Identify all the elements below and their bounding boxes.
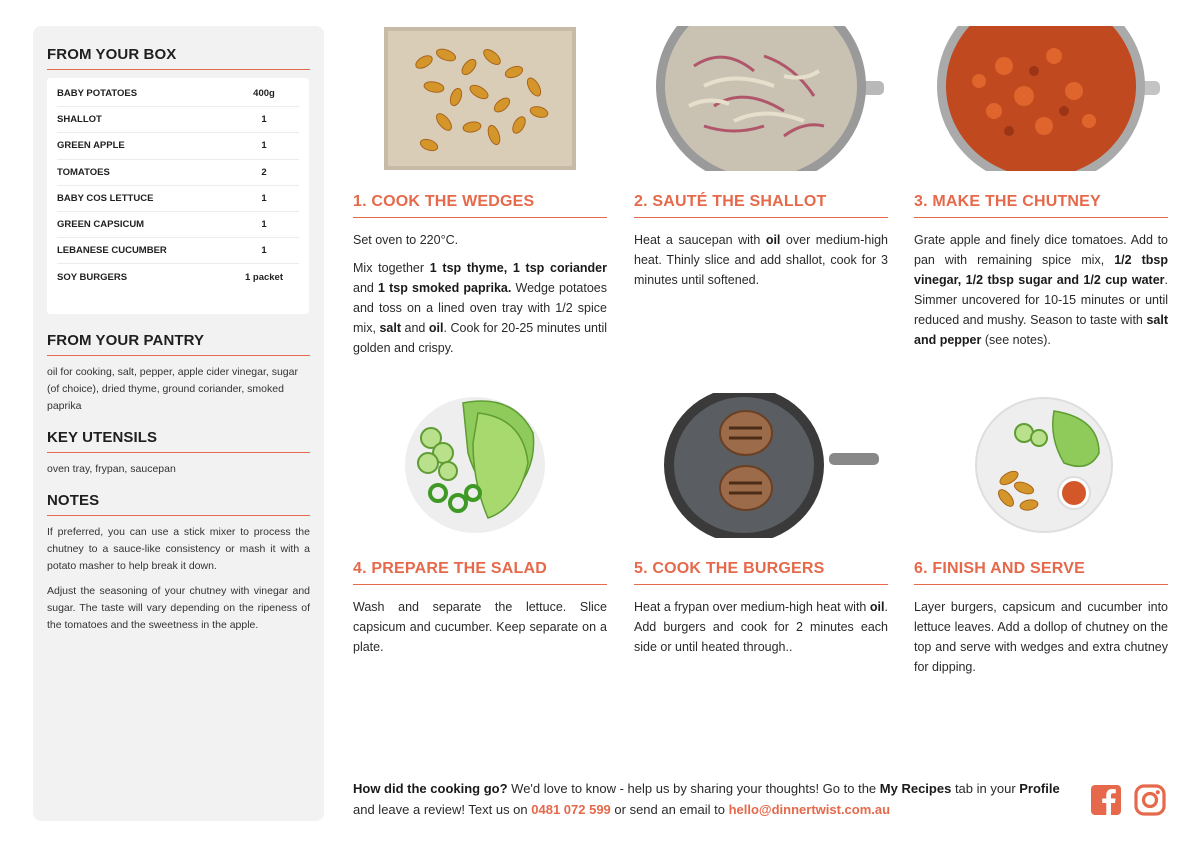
ingredient-name: LEBANESE CUCUMBER xyxy=(57,245,167,257)
notes-body xyxy=(47,524,310,634)
table-row xyxy=(57,81,299,107)
salad-plate-image xyxy=(353,393,607,538)
my-recipes-link[interactable]: My Recipes xyxy=(879,781,952,796)
step-text: Heat a saucepan with oil over medium-high heat. Thinly slice and add shallot, cook for 3 minutes until softened. xyxy=(634,233,888,287)
ingredient-qty: 1 xyxy=(261,192,267,204)
ingredient-qty: 400g xyxy=(253,88,275,100)
note-paragraph: If preferred, you can use a stick mixer to process the chutney to a sauce-like consistency or mash it with a potato masher to help break it down. xyxy=(47,526,310,572)
ingredient-name: GREEN APPLE xyxy=(57,140,125,152)
step-2-body xyxy=(634,230,888,290)
step-4-body xyxy=(353,597,607,657)
ingredient-name: SHALLOT xyxy=(57,114,102,126)
step-3 xyxy=(914,26,1168,358)
utensils-heading: KEY UTENSILS xyxy=(47,429,310,453)
step-text: Set oven to 220°C. xyxy=(353,233,459,247)
notes-heading: NOTES xyxy=(47,492,310,516)
chutney-saucepan-image xyxy=(914,26,1168,171)
table-row xyxy=(57,186,299,212)
ingredient-name: GREEN CAPSICUM xyxy=(57,219,145,231)
step-6-body xyxy=(914,597,1168,677)
step-1-body xyxy=(353,230,607,358)
phone-link[interactable]: 0481 072 599 xyxy=(531,802,611,817)
wedges-tray-image xyxy=(353,26,607,171)
step-3-title: 3. MAKE THE CHUTNEY xyxy=(914,193,1168,218)
table-row xyxy=(57,212,299,238)
profile-link[interactable]: Profile xyxy=(1019,781,1060,796)
ingredients-sidebar xyxy=(33,26,324,821)
ingredient-qty: 1 xyxy=(261,245,267,257)
step-text: Layer burgers, capsicum and cucumber into lettuce leaves. Add a dollop of chutney on the top and serve with wedges and extra chutney for dipping. xyxy=(914,600,1168,674)
step-5-title: 5. COOK THE BURGERS xyxy=(634,560,888,585)
ingredient-qty: 1 xyxy=(261,114,267,126)
facebook-icon[interactable] xyxy=(1090,784,1122,816)
finished-plate-image xyxy=(914,393,1168,538)
table-row xyxy=(57,160,299,186)
ingredient-name: SOY BURGERS xyxy=(57,271,128,283)
table-row xyxy=(57,107,299,133)
email-link[interactable]: hello@dinnertwist.com.au xyxy=(728,802,891,817)
ingredient-qty: 1 packet xyxy=(244,271,284,283)
utensils-text: oven tray, frypan, saucepan xyxy=(47,463,176,475)
step-text: Grate apple and finely dice tomatoes. Add to pan with remaining spice mix, 1/2 tbsp vinegar, 1/2 tbsp sugar and 1/2 cup water. Simmer uncovered for 10-15 minutes or until reduced and mushy. Season to taste with salt and pepper (see notes). xyxy=(914,233,1168,347)
ingredient-qty: 1 xyxy=(261,140,267,152)
table-row xyxy=(57,264,299,290)
step-3-body xyxy=(914,230,1168,350)
ingredient-name: BABY POTATOES xyxy=(57,88,138,100)
from-box-heading: FROM YOUR BOX xyxy=(47,46,310,70)
ingredient-name: TOMATOES xyxy=(57,166,110,178)
instagram-icon[interactable] xyxy=(1134,784,1166,816)
pantry-heading: FROM YOUR PANTRY xyxy=(47,332,310,356)
step-text: Heat a frypan over medium-high heat with oil. Add burgers and cook for 2 minutes each side or until heated through.. xyxy=(634,600,888,654)
step-4-title: 4. PREPARE THE SALAD xyxy=(353,560,607,585)
step-6-title: 6. FINISH AND SERVE xyxy=(914,560,1168,585)
ingredient-qty: 2 xyxy=(261,166,267,178)
step-text: Mix together 1 tsp thyme, 1 tsp coriander and 1 tsp smoked paprika. Wedge potatoes and toss on a lined oven tray with 1/2 spice mix, salt and oil. Cook for 20-25 minutes until golden and crispy. xyxy=(353,261,607,355)
shallot-saucepan-image xyxy=(634,26,888,171)
step-1 xyxy=(353,26,607,366)
step-5-body xyxy=(634,597,888,657)
feedback-footer: How did the cooking go? We'd love to know - help us by sharing your thoughts! Go to the My Recipes tab in your Profile and leave a review! Text us on 0481 072 599 or send an email to hello@dinnertwist.com.au xyxy=(353,781,1060,817)
burgers-frypan-image xyxy=(634,393,888,538)
step-2 xyxy=(634,26,888,298)
table-row xyxy=(57,133,299,159)
ingredient-qty: 1 xyxy=(261,219,267,231)
note-paragraph: Adjust the seasoning of your chutney with vinegar and sugar. The taste will vary depending on the ripeness of the tomatoes and the sweetness in the apple. xyxy=(47,585,310,631)
step-1-title: 1. COOK THE WEDGES xyxy=(353,193,607,218)
pantry-text: oil for cooking, salt, pepper, apple cider vinegar, sugar (of choice), dried thyme, ground coriander, smoked paprika xyxy=(47,366,298,412)
table-row xyxy=(57,238,299,264)
box-ingredients-table xyxy=(47,78,309,314)
step-2-title: 2. SAUTÉ THE SHALLOT xyxy=(634,193,888,218)
step-6 xyxy=(914,393,1168,685)
ingredient-name: BABY COS LETTUCE xyxy=(57,192,154,204)
feedback-question: How did the cooking go? xyxy=(353,781,508,796)
step-text: Wash and separate the lettuce. Slice capsicum and cucumber. Keep separate on a plate. xyxy=(353,600,607,654)
step-4 xyxy=(353,393,607,665)
step-5 xyxy=(634,393,888,665)
